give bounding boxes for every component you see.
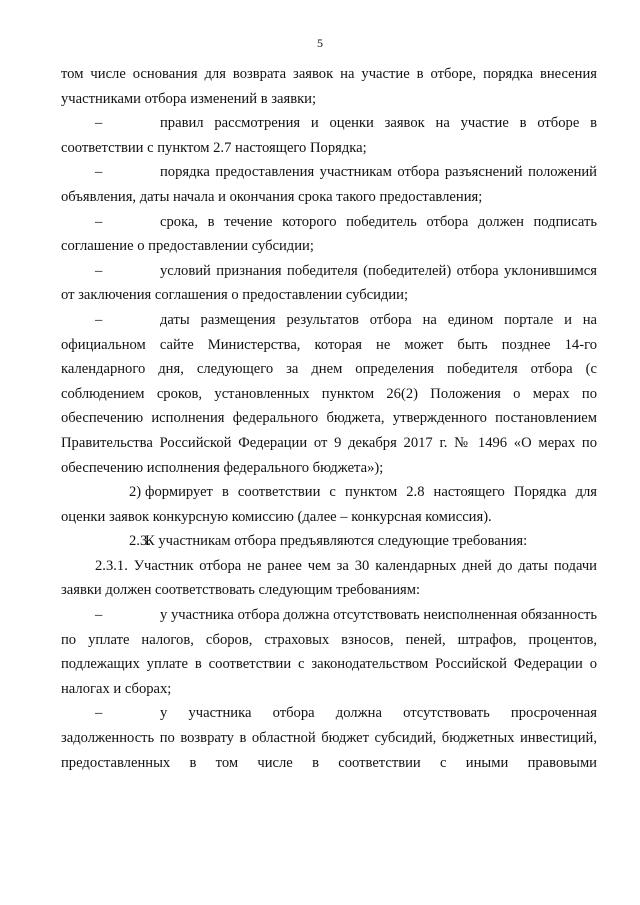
list-item-text: порядка предоставления участникам отбора разъяснений положений объявления, даты начала и окончания срока такого предоставления;: [61, 164, 597, 205]
list-item-text: формирует в соответствии с пунктом 2.8 настоящего Порядка для оценки заявок конкурсную комиссию (далее – конкурсная комиссия).: [61, 484, 597, 525]
page-number: 5: [317, 36, 323, 50]
clause-2-3-1: [61, 554, 597, 603]
list-item-dash: [61, 210, 597, 259]
list-item-text: срока, в течение которого победитель отбора должен подписать соглашение о предоставлении субсидии;: [61, 213, 597, 255]
list-item-dash: [61, 111, 597, 160]
dash-marker: –: [95, 213, 103, 230]
dash-marker: –: [95, 311, 103, 328]
dash-marker: –: [95, 705, 103, 722]
list-item-text: условий признания победителя (победителей) отбора уклонившимся от заключения соглашения о предоставлении субсидии;: [61, 262, 597, 304]
list-item-dash: [61, 603, 597, 701]
clause-number: 2.3.: [129, 533, 151, 550]
list-item-text: у участника отбора должна отсутствовать неисполненная обязанность по уплате налогов, сборов, страховых взносов, пеней, штрафов, процентов, подлежащих уплате в соответствии с законодательством Российской Федерации о налогах и сборах;: [61, 607, 597, 697]
dash-marker: –: [95, 607, 103, 624]
clause-text: 2.3.1. Участник отбора не ранее чем за 30 календарных дней до даты подачи заявки должен соответствовать следующим требованиям:: [61, 557, 597, 599]
dash-marker: –: [95, 164, 103, 181]
list-item-dash: [61, 160, 597, 209]
dash-marker: –: [95, 115, 103, 132]
paragraph-text: том числе основания для возврата заявок на участие в отборе, порядка внесения участниками отбора изменений в заявки;: [61, 66, 597, 107]
clause-text: К участникам отбора предъявляются следующие требования:: [145, 533, 528, 550]
list-item-text: даты размещения результатов отбора на едином портале и на официальном сайте Министерства, которая не может быть позднее 14-го календарного дня, следующего за днем определения победителя отбора (с соблюдением сроков, установленных пунктом 26(2) Положения о мерах по обеспечению исполнения федерального бюджета, утвержденного постановлением Правительства Российской Федерации от 9 декабря 2017 г. № 1496 «О мерах по обеспечению исполнения федерального бюджета»);: [61, 311, 597, 476]
list-item-dash: [61, 259, 597, 308]
clause-2-3: [61, 529, 597, 554]
item-number: 2): [129, 484, 142, 501]
list-item-dash: [61, 701, 597, 775]
dash-marker: –: [95, 262, 103, 279]
paragraph-continuation: [61, 62, 597, 111]
list-item-numbered: [61, 480, 597, 529]
list-item-dash: [61, 308, 597, 480]
list-item-text: правил рассмотрения и оценки заявок на участие в отборе в соответствии с пунктом 2.7 настоящего Порядка;: [61, 115, 597, 156]
list-item-text: у участника отбора должна отсутствовать просроченная задолженность по возврату в областной бюджет субсидий, бюджетных инвестиций, предоставленных в том числе в соответствии с иными правовыми: [61, 705, 597, 771]
document-body: [61, 62, 597, 775]
